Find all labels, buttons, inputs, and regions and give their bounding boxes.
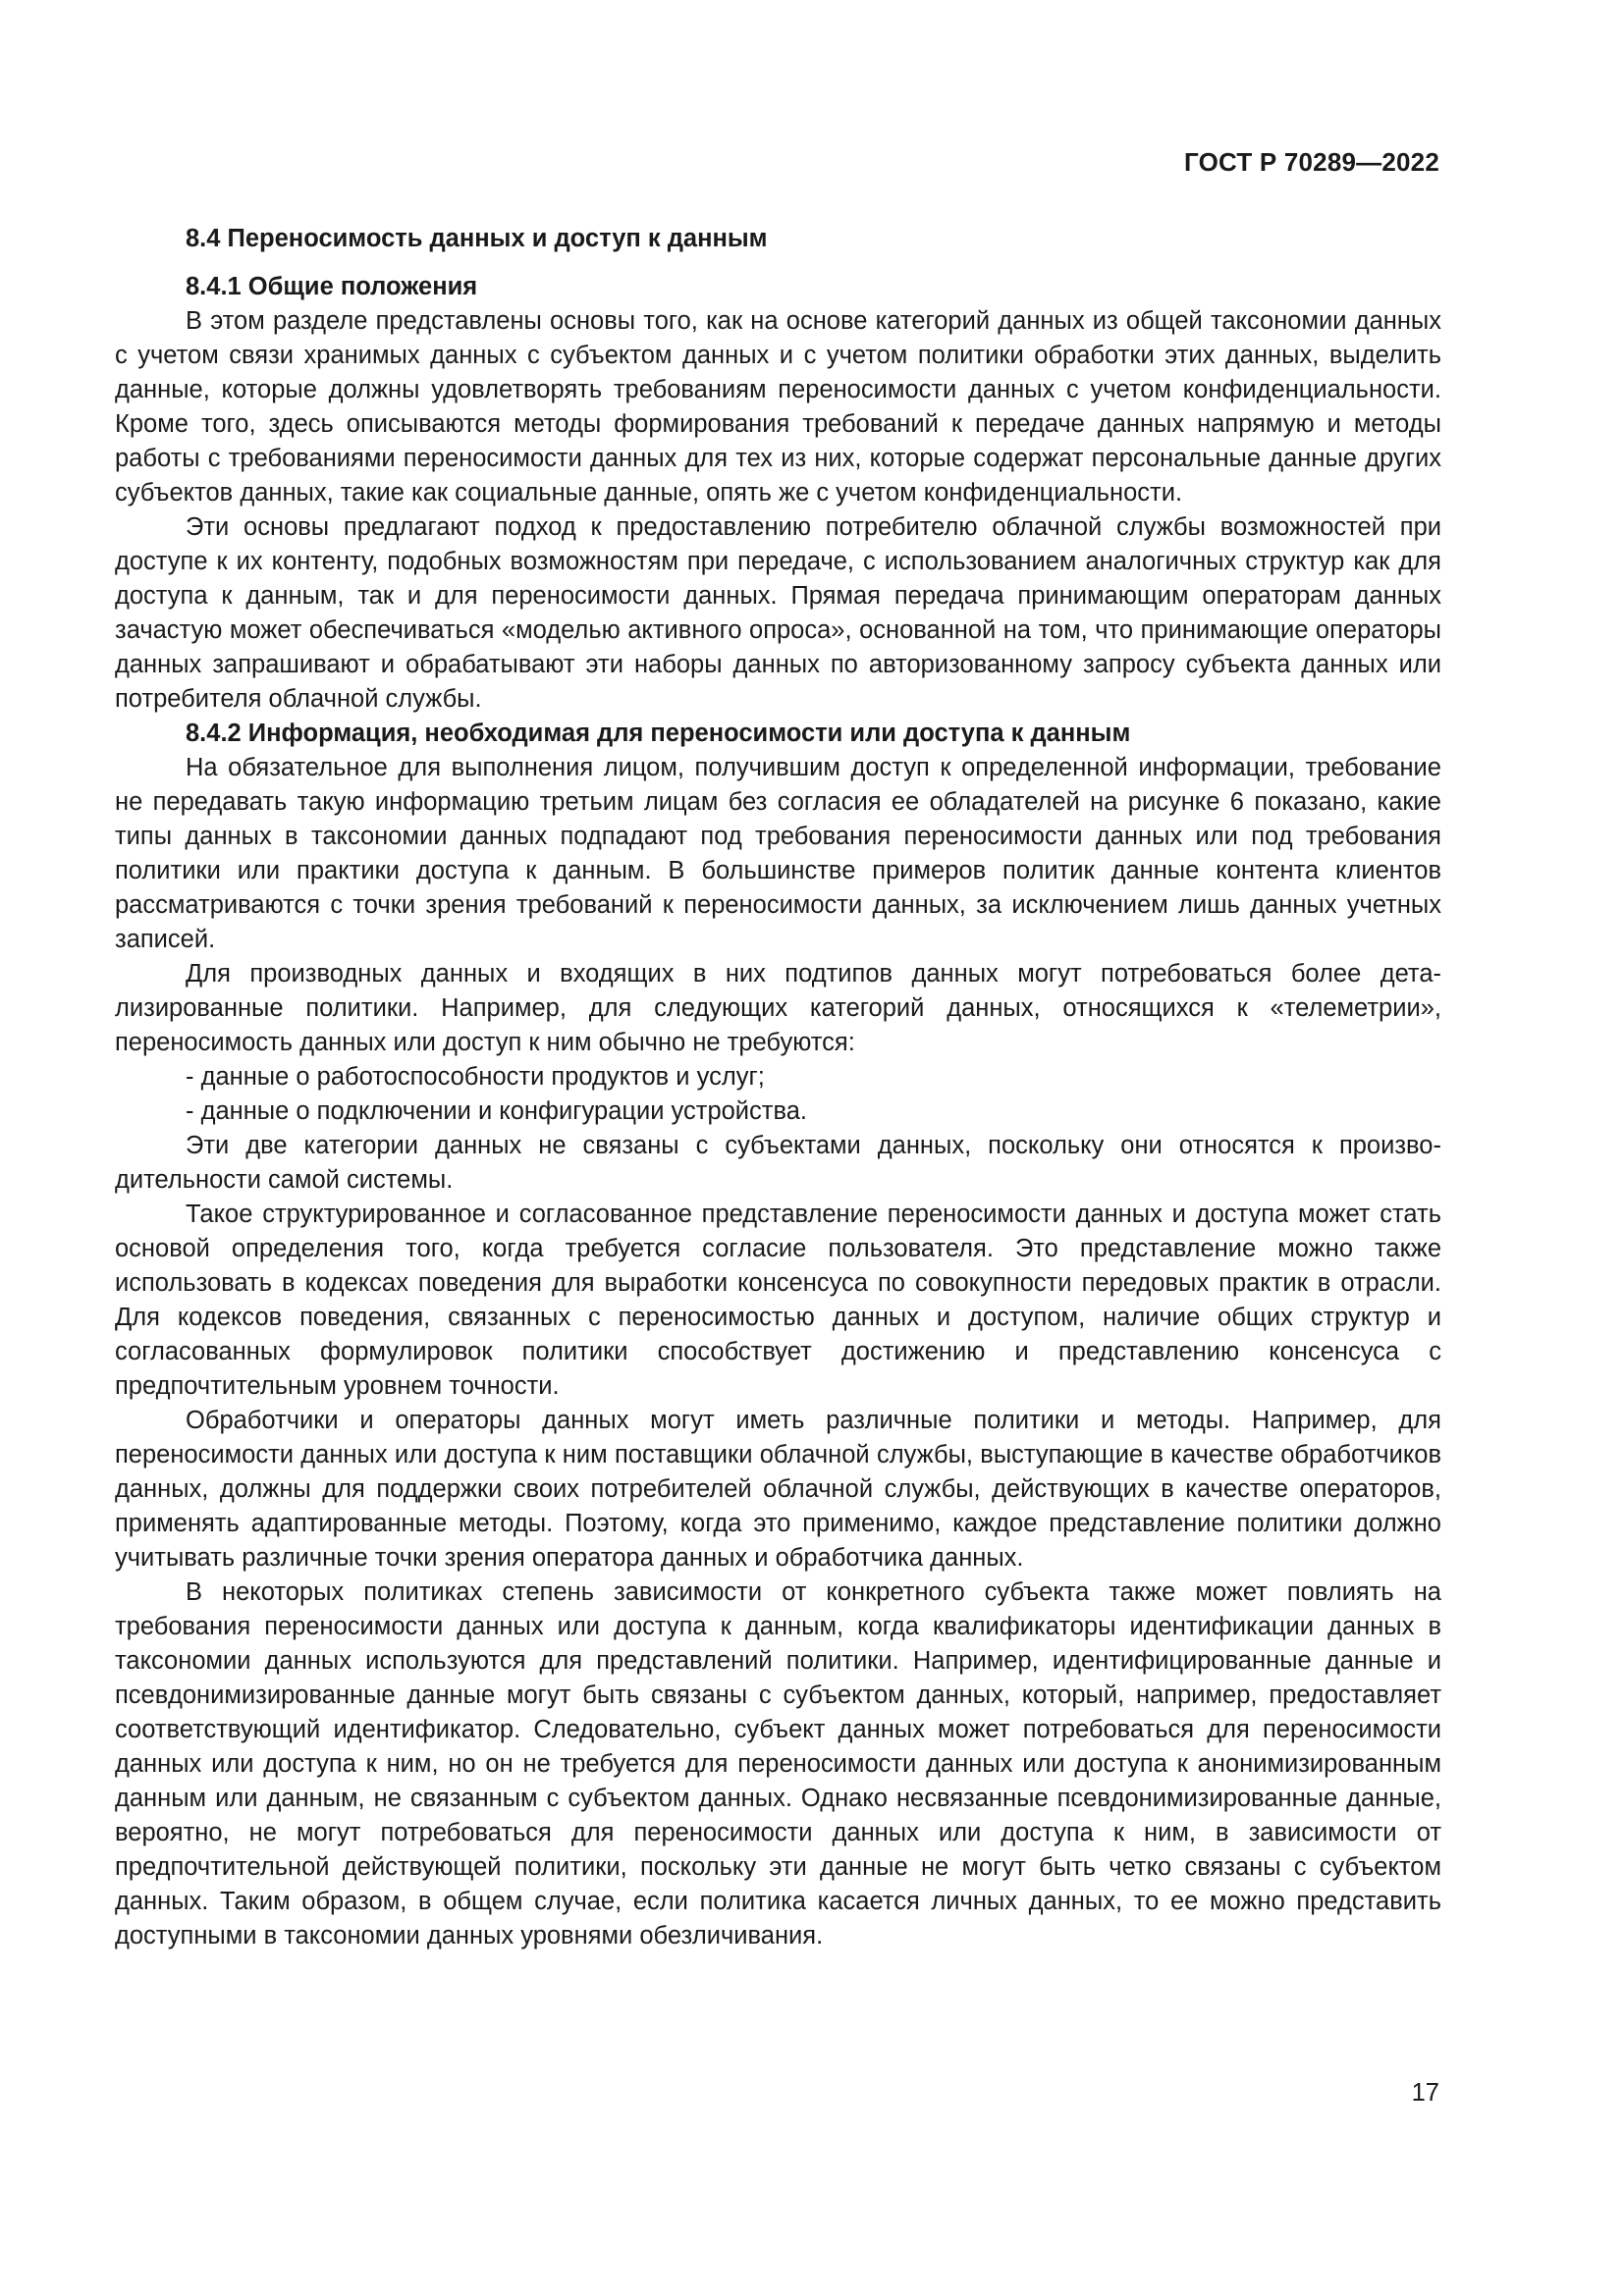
paragraph: Такое структурированное и согласованное представление переносимости данных и доступа может стать основой определения того, когда требуется согласие пользователя. Это представление можно также использовать в кодексах поведения для выработки консенсуса по совокупности передовых практик в отрасли. Для кодексов поведения, связанных с переносимостью данных и доступом, наличие общих структур и согласованных формулировок политики способствует достижению и представлению консенсуса с предпочтительным уровнем точности. (115, 1201, 1441, 1400)
page-content (115, 222, 1441, 1953)
subsection-heading-8-4-1: 8.4.1 Общие положения (186, 273, 478, 300)
paragraph: Эти основы предлагают подход к предоставлению потребителю облачной службы возможностей при доступе к их контенту, подобных возможностям при передаче, с использованием аналогичных структур как для доступа к данным, так и для переносимости данных. Прямая передача принимающим операторам данных зачастую может обеспечиваться «моделью активного опроса», основанной на том, что принимающие операторы данных запрашивают и обрабатывают эти наборы данных по авторизованному запросу субъекта данных или потребителя облачной службы. (115, 513, 1441, 713)
paragraph: Для производных данных и входящих в них подтипов данных могут потребоваться более детализированные политики. Например, для следующих категорий данных, относящихся к «телеметрии», переносимость данных или доступ к ним обычно не требуются: (115, 960, 1441, 1056)
list-item: - данные о работоспособности продуктов и услуг; (186, 1063, 765, 1091)
paragraph: На обязательное для выполнения лицом, получившим доступ к определенной информации, требование не передавать такую информацию третьим лицам без согласия ее обладателей на рисунке 6 показано, какие типы данных в таксономии данных подпадают под требования переносимости данных или под требования политики или практики доступа к данным. В большинстве примеров политик данные контента клиентов рассматриваются с точки зрения требований к переносимости данных, за исключением лишь данных учетных записей. (115, 754, 1441, 953)
paragraph: Эти две категории данных не связаны с субъектами данных, поскольку они относятся к производительности самой системы. (115, 1132, 1441, 1194)
paragraph: Обработчики и операторы данных могут иметь различные политики и методы. Например, для переносимости данных или доступа к ним поставщики облачной службы, выступающие в качестве обработчиков данных, должны для поддержки своих потребителей облачной службы, действующих в качестве операторов, применять адаптированные методы. Поэтому, когда это применимо, каждое представление политики должно учитывать различные точки зрения оператора данных и обработчика данных. (115, 1407, 1441, 1572)
paragraph: В некоторых политиках степень зависимости от конкретного субъекта также может повлиять на требования переносимости данных или доступа к данным, когда квалификаторы идентификации данных в таксономии данных используются для представлений политики. Например, идентифицированные данные и псевдонимизированные данные могут быть связаны с субъектом данных, который, например, предоставляет соответствующий идентификатор. Следовательно, субъект данных может потребоваться для переносимости данных или доступа к ним, но он не требуется для переносимости данных или доступа к анонимизированным данным или данным, не связанным с субъектом данных. Однако несвязанные псевдонимизированные данные, вероятно, не могут потребоваться для переносимости данных или доступа к ним, в зависимости от предпочтительной действующей политики, поскольку эти данные не могут быть четко связаны с субъектом данных. Таким образом, в общем случае, если политика касается личных данных, то ее можно представить доступными в таксономии данных уровнями обезличивания. (115, 1578, 1441, 1949)
document-code: ГОСТ Р 70289—2022 (1184, 147, 1439, 177)
list-item: - данные о подключении и конфигурации устройства. (186, 1097, 808, 1125)
section-heading: 8.4 Переносимость данных и доступ к данным (186, 225, 768, 252)
page-number: 17 (1411, 2079, 1439, 2107)
paragraph: В этом разделе представлены основы того, как на основе категорий данных из общей таксономии данных с учетом связи хранимых данных с субъектом данных и с учетом политики обработки этих данных, выделить данные, которые должны удовлетворять требованиям переносимости данных с учетом конфиденциальности. Кроме того, здесь описываются методы формирования требований к передаче данных напрямую и методы работы с требованиями переносимости данных для тех из них, которые содержат персональные данные других субъектов данных, такие как социальные данные, опять же с учетом конфиденциальности. (115, 307, 1441, 507)
subsection-heading-8-4-2: 8.4.2 Информация, необходимая для переносимости или доступа к данным (186, 720, 1131, 747)
